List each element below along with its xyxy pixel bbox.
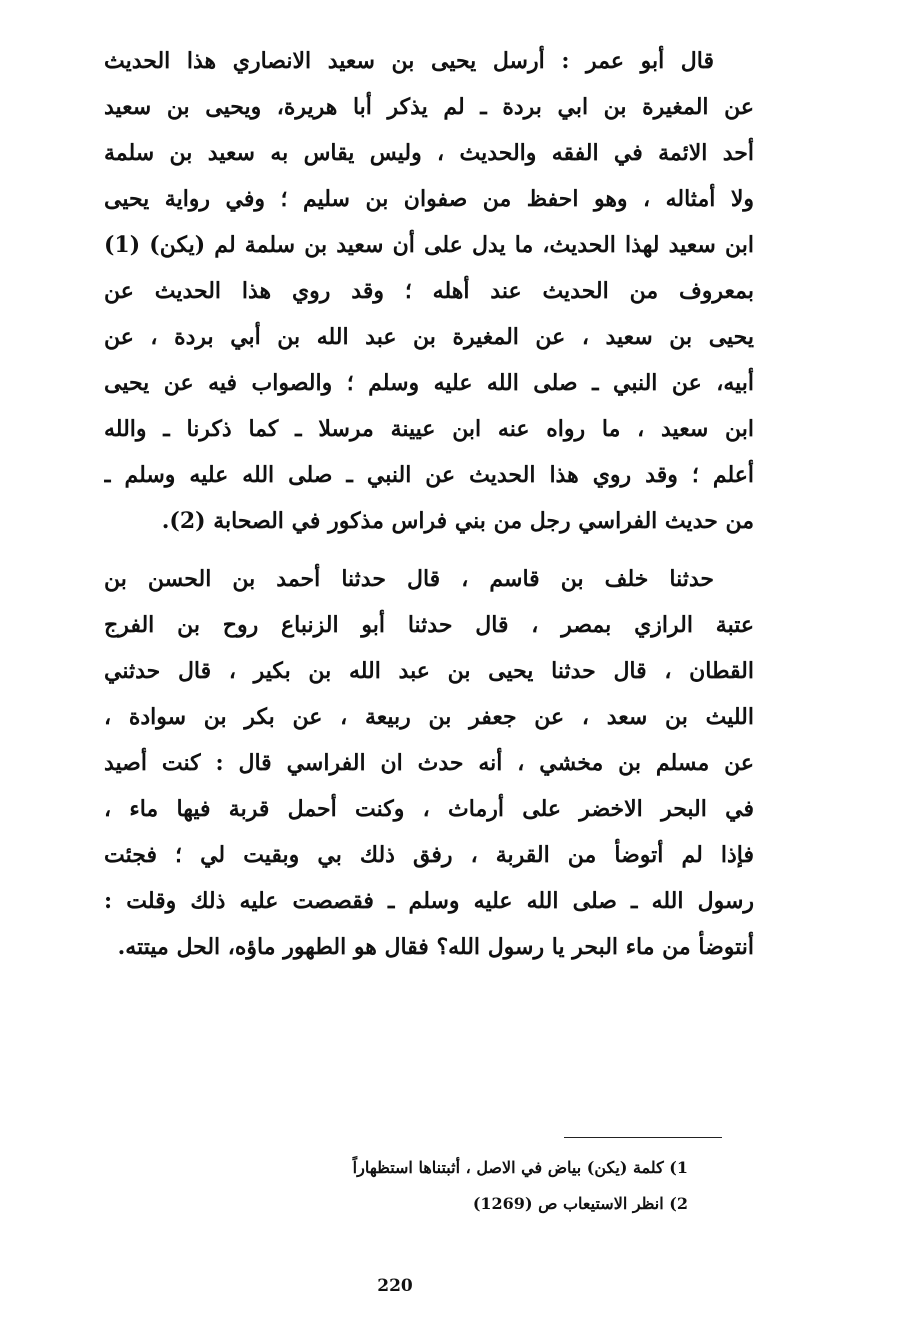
footnote-text: كلمة (يكن) بياض في الاصل ، أثبتناها استظهاراً bbox=[352, 1158, 664, 1177]
text-line: بمعروف من الحديث عند أهله ؛ وقد روي هذا الحديث عن bbox=[104, 278, 754, 304]
text-line: عن مسلم بن مخشي ، أنه حدث ان الفراسي قال : كنت أصيد bbox=[104, 750, 754, 776]
text-line: حدثنا خلف بن قاسم ، قال حدثنا أحمد بن الحسن بن bbox=[104, 566, 714, 592]
text-line: ابن سعيد لهذا الحديث، ما يدل على أن سعيد بن سلمة لم (يكن) (1) bbox=[104, 232, 754, 258]
text-line: فإذا لم أتوضأ من القربة ، رفق ذلك بي وبقيت لي ؛ فجئت bbox=[104, 842, 754, 868]
text-line: عتبة الرازي بمصر ، قال حدثنا أبو الزنباع روح بن الفرج bbox=[104, 612, 754, 638]
text-line: من حديث الفراسي رجل من بني فراس مذكور في الصحابة (2). bbox=[161, 508, 754, 534]
text-line: ابن سعيد ، ما رواه عنه ابن عيينة مرسلا ـ كما ذكرنا ـ والله bbox=[104, 416, 754, 442]
text-line: أبيه، عن النبي ـ صلى الله عليه وسلم ؛ والصواب فيه عن يحيى bbox=[104, 370, 754, 396]
text-line: عن المغيرة بن ابي بردة ـ لم يذكر أبا هريرة، ويحيى بن سعيد bbox=[104, 94, 754, 120]
text-line: قال أبو عمر : أرسل يحيى بن سعيد الانصاري هذا الحديث bbox=[104, 48, 714, 74]
text-line: في البحر الاخضر على أرماث ، وكنت أحمل قربة فيها ماء ، bbox=[104, 796, 754, 822]
paragraph-2 bbox=[104, 556, 754, 970]
text-line: أعلم ؛ وقد روي هذا الحديث عن النبي ـ صلى الله عليه وسلم ـ bbox=[104, 462, 754, 488]
footnotes bbox=[200, 1150, 688, 1222]
text-line: ولا أمثاله ، وهو احفظ من صفوان بن سليم ؛ وفي رواية يحيى bbox=[104, 186, 754, 212]
page-number: 220 bbox=[377, 1276, 413, 1296]
footnote-divider bbox=[564, 1137, 722, 1138]
text-line: يحيى بن سعيد ، عن المغيرة بن عبد الله بن أبي بردة ، عن bbox=[104, 324, 754, 350]
footnote-1 bbox=[200, 1150, 688, 1186]
text-line: رسول الله ـ صلى الله عليه وسلم ـ فقصصت عليه ذلك وقلت : bbox=[104, 888, 754, 914]
footnote-number: 1) bbox=[669, 1158, 688, 1177]
footnote-text: انظر الاستيعاب ص (1269) bbox=[472, 1194, 664, 1213]
footnote-number: 2) bbox=[669, 1194, 688, 1213]
paragraph-1 bbox=[104, 38, 754, 544]
text-line: الليث بن سعد ، عن جعفر بن ربيعة ، عن بكر بن سوادة ، bbox=[104, 704, 754, 730]
text-line: أنتوضأ من ماء البحر يا رسول الله؟ فقال هو الطهور ماؤه، الحل ميتته. bbox=[117, 934, 754, 960]
footnote-2 bbox=[200, 1186, 688, 1222]
text-line: أحد الائمة في الفقه والحديث ، وليس يقاس به سعيد بن سلمة bbox=[104, 140, 754, 166]
text-line: القطان ، قال حدثنا يحيى بن عبد الله بن بكير ، قال حدثني bbox=[104, 658, 754, 684]
